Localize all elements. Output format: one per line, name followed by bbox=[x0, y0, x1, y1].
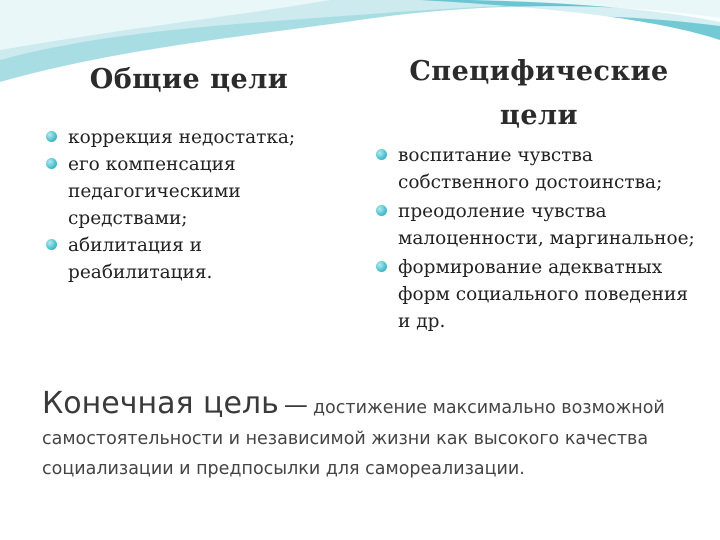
final-goal-dash: — bbox=[283, 391, 308, 419]
list-item-text: формирование адекватных форм социального поведения и др. bbox=[398, 257, 688, 332]
list-item-text: его компенсация педагогическими средствами; bbox=[68, 154, 241, 229]
general-goals-list bbox=[44, 124, 334, 286]
specific-heading-line2: цели bbox=[499, 100, 579, 131]
list-item-text: абилитация и реабилитация. bbox=[68, 235, 213, 283]
list-item bbox=[44, 124, 334, 151]
final-goal-title: Конечная цель bbox=[42, 386, 279, 421]
list-item bbox=[374, 142, 704, 196]
final-goal-text: достижение максимально возможной самостоятельности и независимой жизни как высокого качества социализации и предпосылки для самореализации. bbox=[42, 398, 665, 479]
specific-goals-list bbox=[374, 142, 704, 335]
list-item bbox=[374, 254, 704, 335]
bullet-icon bbox=[46, 239, 57, 250]
bullet-icon bbox=[376, 261, 387, 272]
list-item-text: воспитание чувства собственного достоинства; bbox=[398, 145, 663, 193]
specific-heading-line1: Специфические bbox=[409, 56, 669, 87]
list-item-text: преодоление чувства малоценности, маргинальное; bbox=[398, 201, 695, 249]
list-item-text: коррекция недостатка; bbox=[68, 127, 296, 148]
bullet-icon bbox=[46, 131, 57, 142]
specific-goals-column bbox=[374, 50, 704, 337]
bullet-icon bbox=[376, 205, 387, 216]
list-item bbox=[44, 151, 334, 232]
final-goal-block bbox=[42, 386, 702, 485]
bullet-icon bbox=[376, 149, 387, 160]
specific-goals-heading bbox=[374, 50, 704, 138]
general-goals-column bbox=[44, 58, 334, 286]
list-item bbox=[374, 198, 704, 252]
list-item bbox=[44, 232, 334, 286]
general-goals-heading: Общие цели bbox=[89, 64, 289, 95]
bullet-icon bbox=[46, 158, 57, 169]
